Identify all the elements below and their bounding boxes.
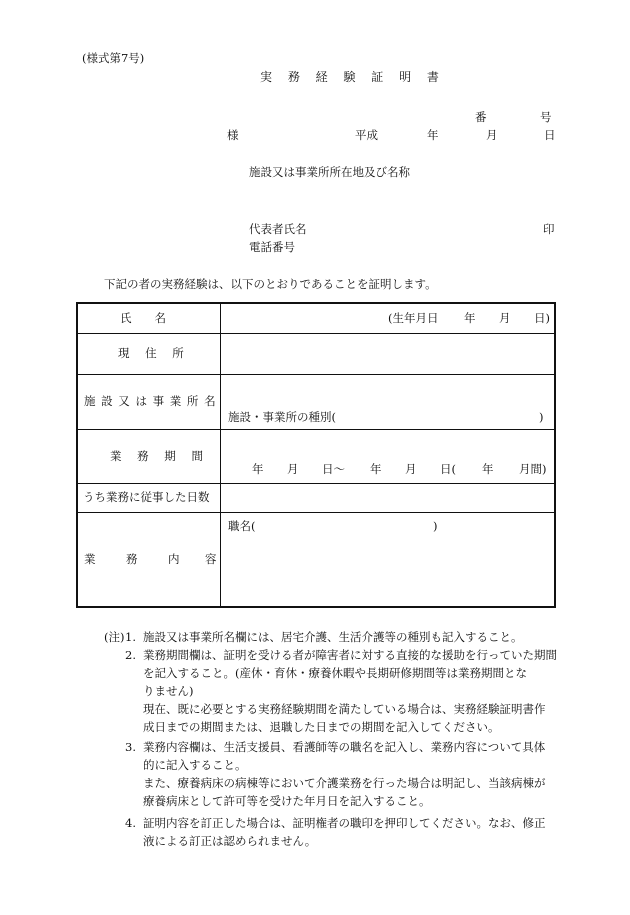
note-2-line-5: 成日までの期間または、退職した日までの期間を記入してください。	[143, 720, 500, 734]
job-content-label-2: 務	[126, 552, 138, 566]
period-start-day: 日～	[322, 462, 345, 476]
seal-mark: 印	[543, 222, 555, 236]
note-4-number: 4.	[125, 816, 136, 830]
day-label: 日	[544, 128, 556, 142]
work-period-label: 業 務 期 間	[110, 449, 209, 463]
job-title-label: 職名(	[228, 519, 256, 533]
name-label: 氏 名	[120, 311, 166, 325]
note-3-number: 3.	[125, 740, 136, 754]
issuer-facility-label: 施設又は事業所所在地及び名称	[249, 165, 410, 179]
note-3-line-3: また、療養病床の病棟等において介護業務を行った場合は明記し、当該病棟が	[143, 776, 546, 790]
facility-type-close: )	[539, 410, 544, 424]
notes-prefix: (注)	[104, 630, 125, 644]
note-2-line-1: 業務期間欄は、証明を受ける者が障害者に対する直接的な援助を行っていた期間	[143, 648, 557, 662]
birth-month-label: 月	[499, 311, 511, 325]
month-label: 月	[486, 128, 498, 142]
period-end-year: 年	[370, 462, 382, 476]
table-divider	[220, 304, 221, 606]
period-start-year: 年	[252, 462, 264, 476]
note-4-line-2: 液による訂正は認められません。	[143, 834, 317, 848]
era-label: 平成	[355, 128, 378, 142]
period-start-month: 月	[287, 462, 299, 476]
birth-day-label: 日)	[534, 311, 550, 325]
note-2-number: 2.	[125, 648, 136, 662]
facility-type-label: 施設・事業所の種別(	[228, 410, 336, 424]
phone-label: 電話番号	[249, 240, 295, 254]
period-total-months: 月間)	[519, 462, 547, 476]
note-4-line-1: 証明内容を訂正した場合は、証明権者の職印を押印してください。なお、修正	[143, 816, 546, 830]
note-3-line-2: 的に記入すること。	[143, 758, 247, 772]
note-2-line-4: 現在、既に必要とする実務経験期間を満たしている場合は、実務経験証明書作	[143, 702, 546, 716]
job-content-label-3: 内	[168, 552, 180, 566]
representative-label: 代表者氏名	[249, 222, 307, 236]
number-suffix: 号	[540, 110, 552, 124]
year-label: 年	[427, 128, 439, 142]
period-end-day: 日(	[440, 462, 456, 476]
job-content-label-1: 業	[84, 552, 96, 566]
number-label: 番	[475, 110, 487, 124]
recipient-honorific: 様	[227, 128, 239, 142]
period-total-years: 年	[482, 462, 494, 476]
job-content-label-4: 容	[205, 552, 217, 566]
note-2-line-2: を記入すること。(産休・育休・療養休暇や長期研修期間等は業務期間とな	[143, 666, 527, 680]
page-title: 実 務 経 験 証 明 書	[260, 70, 445, 84]
birth-year-label: 年	[464, 311, 476, 325]
note-1-number: 1.	[125, 630, 136, 644]
job-title-close: )	[433, 519, 438, 533]
form-number: (様式第7号)	[82, 51, 145, 65]
facility-name-label: 施 設 又 は 事 業 所 名	[84, 394, 217, 408]
note-2-line-3: りません)	[143, 684, 194, 698]
period-end-month: 月	[405, 462, 417, 476]
address-label: 現 住 所	[118, 346, 190, 360]
work-days-label: うち業務に従事した日数	[83, 490, 210, 504]
note-1-line-1: 施設又は事業所名欄には、居宅介護、生活介護等の種別も記入すること。	[143, 630, 523, 644]
certificate-table	[76, 302, 556, 608]
note-3-line-4: 療養病床として許可等を受けた年月日を記入すること。	[143, 794, 431, 808]
birth-date-prefix: (生年月日	[388, 311, 439, 325]
intro-text: 下記の者の実務経験は、以下のとおりであることを証明します。	[104, 277, 437, 291]
note-3-line-1: 業務内容欄は、生活支援員、看護師等の職名を記入し、業務内容について具体	[143, 740, 546, 754]
